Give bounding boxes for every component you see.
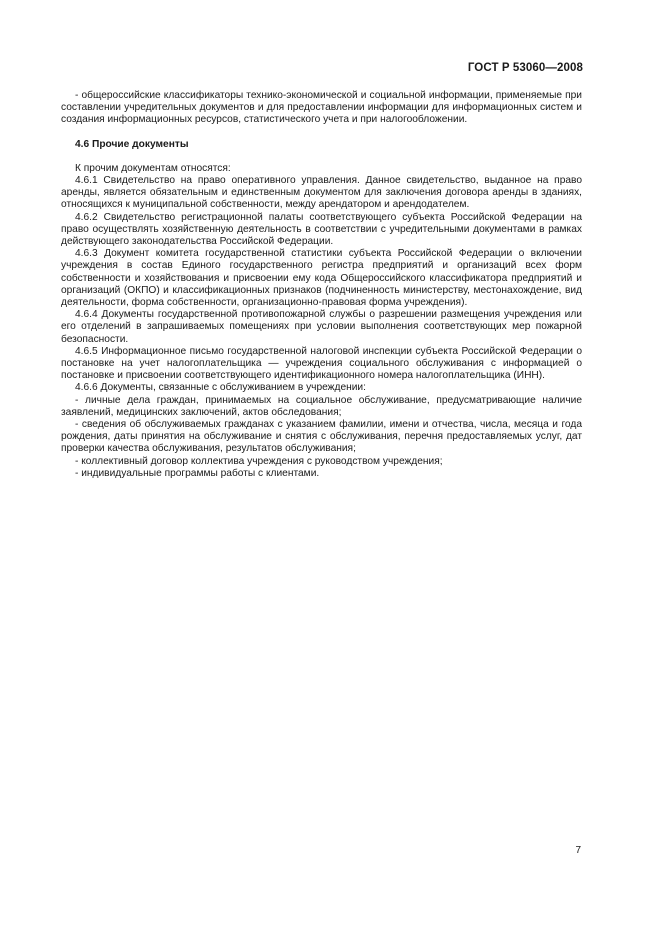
- document-body: [61, 90, 582, 480]
- list-item-classifiers: - общероссийские классификаторы технико-экономической и социальной информации, применяемые при составлении учредительных документов и для предоставлении информации для информационных систем и создания информационных ресурсов, статистического учета и при налогообложении.: [61, 90, 582, 126]
- clause-4-6-2: 4.6.2 Свидетельство регистрационной палаты соответствующего субъекта Российской Федерации на право осуществлять хозяйственную деятельность в соответствии с учредительными документами в рамках действующего законодательства Российской Федерации.: [61, 211, 582, 248]
- bullet-collective-agreement: - коллективный договор коллектива учреждения с руководством учреждения;: [75, 455, 443, 467]
- clause-4-6-5: 4.6.5 Информационное письмо государственной налоговой инспекции субъекта Российской Федерации о постановке на учет налогоплательщика — учреждения социального обслуживания с информацией о постановке и присвоении соответствующего идентификационного номера налогоплательщика (ИНН).: [61, 345, 582, 382]
- spacer: [61, 151, 582, 163]
- clause-4-6-6: 4.6.6 Документы, связанные с обслуживанием в учреждении:: [75, 382, 366, 394]
- document-code: ГОСТ Р 53060—2008: [467, 62, 583, 74]
- bullet-personal-files: - личные дела граждан, принимаемых на социальное обслуживание, предусматривающие наличие заявлений, медицинских заключений, актов обследования;: [61, 394, 582, 418]
- spacer: [61, 127, 582, 139]
- clause-4-6-1: 4.6.1 Свидетельство на право оперативного управления. Данное свидетельство, выданное на право аренды, является обязательным и единственным документом для заключения договора аренды в зданиях, относящихся к муниципальной собственности, между арендатором и арендодателем.: [61, 175, 582, 211]
- page-number: 7: [575, 845, 581, 856]
- section-title: 4.6 Прочие документы: [75, 138, 189, 150]
- section-intro: К прочим документам относятся:: [75, 162, 231, 174]
- clause-4-6-3: 4.6.3 Документ комитета государственной статистики субъекта Российской Федерации о включении учреждения в состав Единого государственного регистра предприятий и организаций всех форм собственности и хозяйствования и присвоении ему кода Общероссийского классификатора предприятий и организаций (ОКПО) и классификационных признаков (подчиненность министерству, местонахождение, вид деятельности, форма собственности, организационно-правовая форма учреждения).: [61, 248, 582, 309]
- bullet-client-records: - сведения об обслуживаемых гражданах с указанием фамилии, имени и отчества, числа, месяца и года рождения, даты принятия на обслуживание и снятия с обслуживания, перечня предоставляемых услуг, дат проверки качества обслуживания, результатов обслуживания;: [61, 419, 582, 455]
- clause-4-6-4: 4.6.4 Документы государственной противопожарной службы о разрешении размещения учреждения или его отделений в запрашиваемых помещениях при условии выполнения соответствующих мер пожарной безопасности.: [61, 309, 582, 345]
- bullet-individual-programs: - индивидуальные программы работы с клиентами.: [75, 467, 320, 479]
